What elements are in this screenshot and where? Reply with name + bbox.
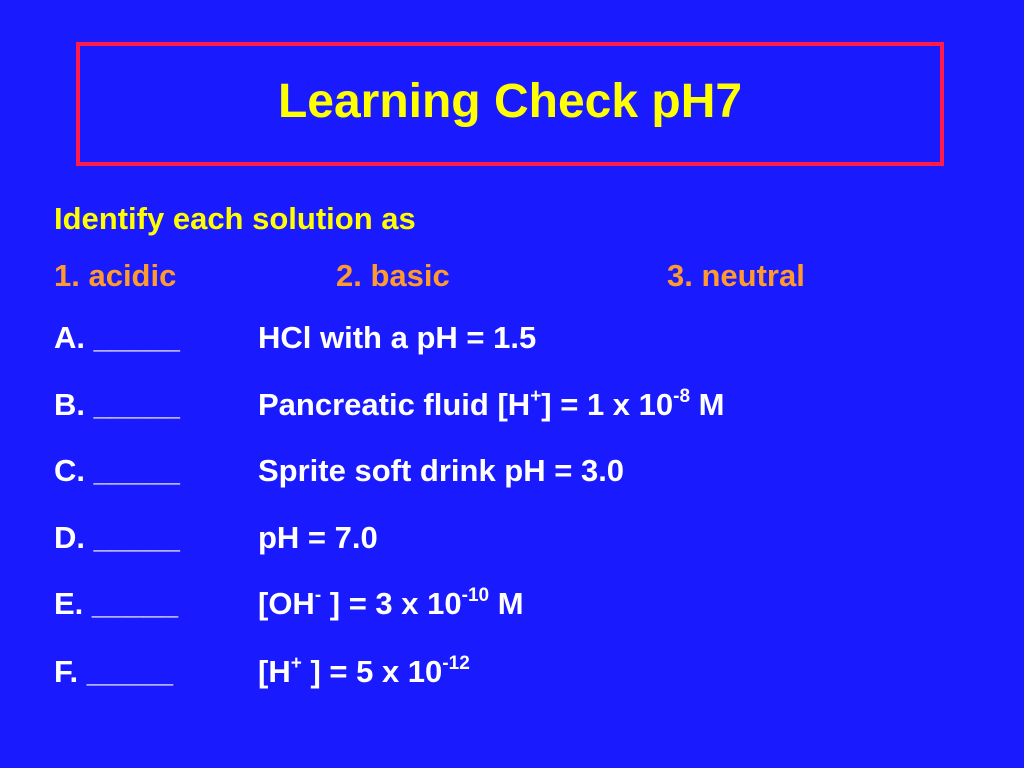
category-acidic: 1. acidic (54, 258, 177, 293)
solution-description-e (258, 585, 524, 621)
desc-text: M (489, 586, 524, 621)
superscript: + (290, 653, 302, 674)
answer-blank-b: B. _____ (54, 387, 180, 422)
exponent: -8 (673, 386, 691, 407)
solution-description-b (258, 386, 725, 422)
answer-blank-a: A. _____ (54, 320, 180, 355)
exponent: -10 (461, 585, 490, 606)
answer-blank-f: F. _____ (54, 654, 173, 689)
desc-text: [OH (258, 586, 315, 621)
superscript: + (530, 386, 542, 407)
desc-text: [H (258, 654, 291, 689)
category-basic: 2. basic (336, 258, 450, 293)
slide-title: Learning Check pH7 (277, 75, 743, 128)
answer-blank-e: E. _____ (54, 586, 179, 621)
solution-description-c: Sprite soft drink pH = 3.0 (258, 453, 625, 488)
solution-description-d: pH = 7.0 (258, 520, 378, 555)
category-neutral: 3. neutral (667, 258, 805, 293)
instruction-text: Identify each solution as (54, 201, 416, 236)
desc-text: ] = 1 x 10 (541, 387, 674, 422)
superscript: - (314, 585, 322, 606)
title-box (76, 42, 944, 166)
exponent: -12 (442, 653, 470, 674)
desc-text: ] = 5 x 10 (301, 654, 443, 689)
solution-description-f (258, 653, 470, 689)
solution-description-a: HCl with a pH = 1.5 (258, 320, 537, 355)
answer-blank-c: C. _____ (54, 453, 180, 488)
desc-text: M (690, 387, 725, 422)
desc-text: Pancreatic fluid [H (258, 387, 531, 422)
answer-blank-d: D. _____ (54, 520, 180, 555)
desc-text: ] = 3 x 10 (321, 586, 462, 621)
